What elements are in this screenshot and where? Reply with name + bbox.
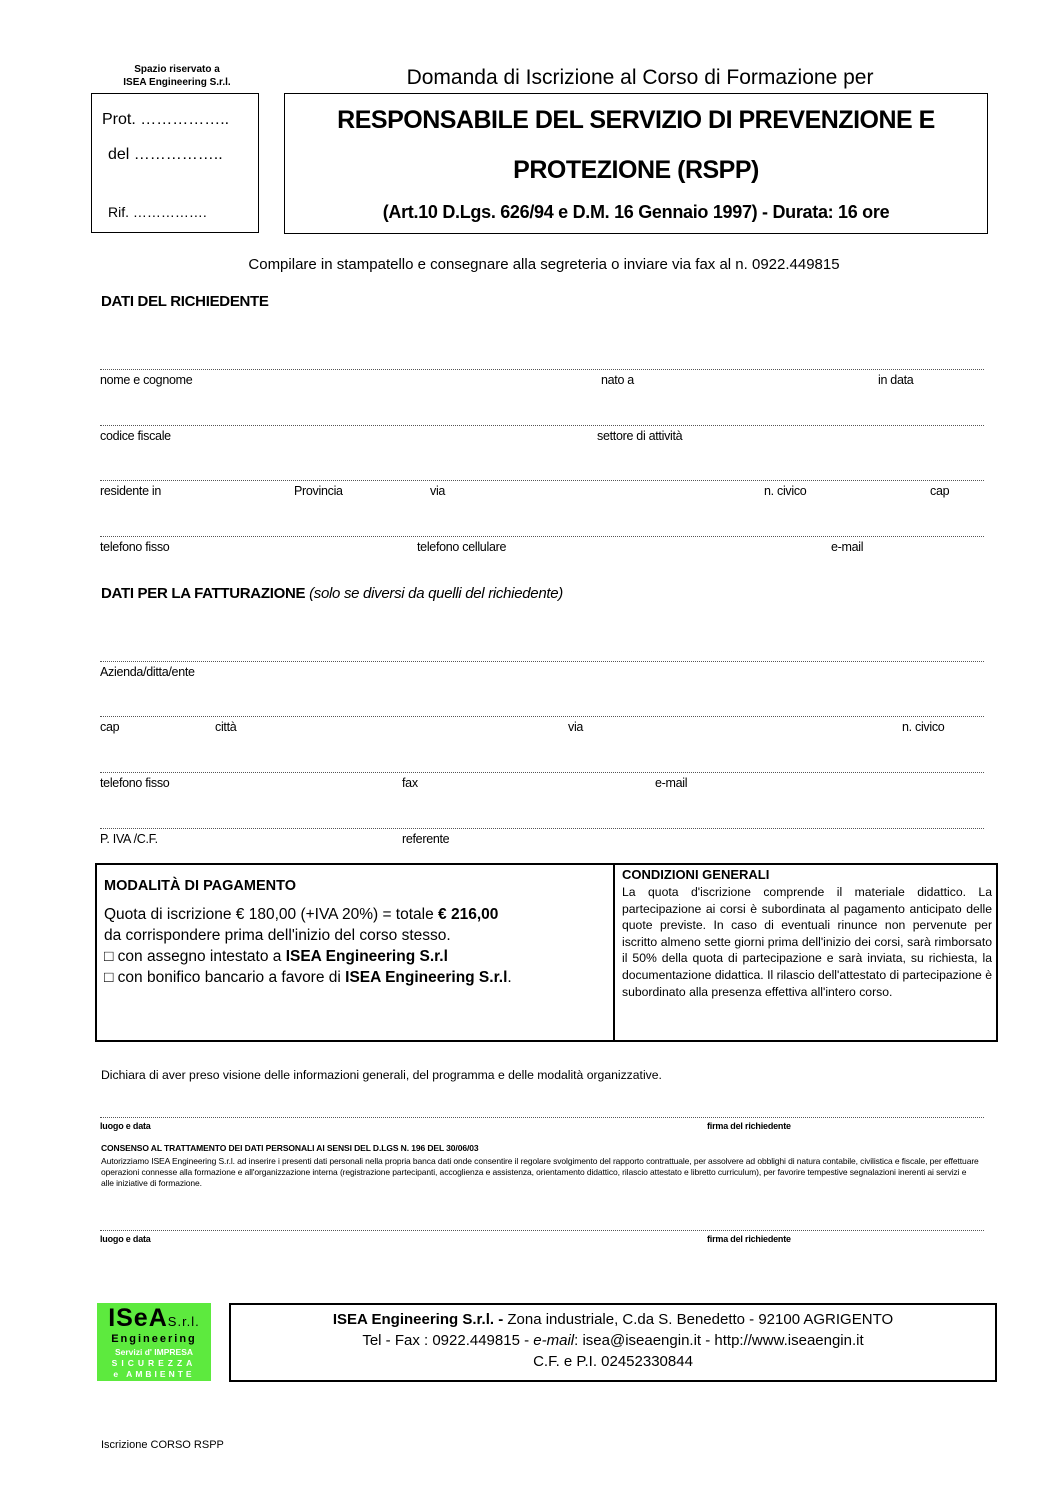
conditions-title: CONDIZIONI GENERALI [622,867,770,882]
payment-title: MODALITÀ DI PAGAMENTO [104,878,296,894]
label-billing-phone: telefono fisso [100,776,170,790]
label-city: città [215,720,237,734]
billing-title: DATI PER LA FATTURAZIONE [101,585,306,602]
label-cap: cap [930,484,950,498]
applicant-row-2[interactable] [100,425,984,448]
label-billing-street: via [568,720,584,734]
company-name: ISEA Engineering S.r.l. - [332,1311,504,1328]
label-signature-2: firma del richiedente [707,1234,791,1244]
company-address-text: Zona industriale, C.da S. Benedetto - 92100 AGRIGENTO [503,1311,894,1328]
title-subtitle: (Art.10 D.Lgs. 626/94 e D.M. 16 Gennaio 1997) - Durata: 16 ore [382,202,890,222]
label-name: nome e cognome [100,373,193,387]
label-residence: residente in [100,484,162,498]
payment-divider [613,865,615,1040]
billing-note: (solo se diversi da quelli del richiedente) [309,585,563,602]
payment-option-check-text: □ con assegno intestato a [104,948,286,965]
declaration: Dichiara di aver preso visione delle informazioni generali, del programma e delle modalità organizzative. [101,1068,662,1082]
company-tax-id: C.F. e P.I. 02452330844 [533,1353,693,1370]
label-signature: firma del richiedente [707,1121,791,1131]
label-billing-email: e-mail [655,776,688,790]
reserved-box [91,93,259,233]
payment-fee-text: Quota di iscrizione € 180,00 (+IVA 20%) = totale [104,906,439,923]
label-vat: P. IVA /C.F. [100,832,158,846]
payment-option-transfer-suffix: . [507,969,512,986]
company-info-box [229,1303,997,1382]
signature-row-1[interactable] [100,1117,984,1132]
label-billing-cap: cap [100,720,120,734]
payment-option-transfer-company: ISEA Engineering S.r.l [345,969,508,986]
payment-fee-total: € 216,00 [438,906,499,923]
logo-services: Servizi d' IMPRESA [114,1347,194,1357]
payment-conditions-box [95,863,998,1042]
reserved-caption-line1: Spazio riservato a [134,64,220,75]
consent-title: CONSENSO AL TRATTAMENTO DEI DATI PERSONALI AI SENSI DEL D.LGS N. 196 DEL 30/06/03 [101,1143,479,1153]
company-phone: Tel - Fax : 0922.449815 - [362,1332,534,1349]
applicant-row-4[interactable] [100,536,984,559]
company-email-web: : isea@iseaengin.it - http://www.iseaengin.it [574,1332,864,1349]
label-mobile: telefono cellulare [417,540,507,554]
payment-option-transfer-text: □ con bonifico bancario a favore di [104,969,346,986]
label-birthplace: nato a [601,373,634,387]
company-contacts [231,1332,995,1349]
label-street: via [430,484,446,498]
prot-field: Prot. …………….. [102,111,230,128]
payment-when: da corrispondere prima dell'inizio del corso stesso. [104,927,451,944]
label-company: Azienda/ditta/ente [100,665,195,679]
applicant-section-title: DATI DEL RICHIEDENTE [101,293,269,310]
label-civic-number: n. civico [764,484,807,498]
logo-brand-suffix: S.r.l. [167,1314,200,1329]
label-sector: settore di attività [597,429,683,443]
payment-option-check-company: ISEA Engineering S.r.l [285,948,448,965]
label-province: Provincia [294,484,343,498]
company-email-label: e-mail [533,1332,575,1349]
rif-field: Rif. ……………. [108,204,207,220]
applicant-row-3[interactable] [100,480,984,503]
billing-section-title [101,585,563,602]
title-box [284,93,988,234]
label-place-date-2: luogo e data [100,1234,151,1244]
consent-text: Autorizziamo ISEA Engineering S.r.l. ad inserire i presenti dati personali nella propria banca dati onde consentire il regolare svolgimento del rapporto contrattuale, per assolvere ad obblighi di natura contabile, civilistica e fiscale, per effettuare operazioni connesse alla formazione e all'organizzazione interna (registrazione partecipanti, accoglienza e assistenza, orientamento didattico, rilascio attestato e libretto curriculum), per favorire tempestive segnalazioni inerenti ai servizi e alle iniziative di formazione. [101,1156,979,1188]
document-footer: Iscrizione CORSO RSPP [101,1439,224,1451]
label-tax-code: codice fiscale [100,429,171,443]
del-field: del …………….. [108,146,223,163]
label-phone: telefono fisso [100,540,170,554]
payment-option-transfer[interactable] [104,969,512,987]
logo-engineering: Engineering [111,1333,197,1345]
payment-option-check[interactable] [104,948,448,966]
payment-fee [104,906,498,924]
label-place-date: luogo e data [100,1121,151,1131]
logo-brand-text: ISeA [108,1304,168,1332]
signature-row-2[interactable] [100,1230,984,1245]
title-line2: PROTEZIONE (RSPP) [513,156,759,184]
billing-row-4[interactable] [100,828,984,851]
logo-brand [97,1304,211,1333]
applicant-row-1[interactable] [100,369,984,392]
conditions-text: La quota d'iscrizione comprende il materiale didattico. La partecipazione ai corsi è subordinata al pagamento anticipato delle quote previste. In caso di eventuali rinunce non pervenute per iscritto almeno sette giorni prima dell'inizio dei corsi, sarà rimborsato il 50% della quota di partecipazione e sarà inviata, su richiesta, la documentazione didattica. Il rilascio dell'attestato di partecipazione è subordinato alla presenza effettiva all'intero corso. [622,885,992,999]
company-logo [97,1303,211,1381]
label-email: e-mail [831,540,864,554]
instructions: Compilare in stampatello e consegnare alla segreteria o inviare via fax al n. 0922.449815 [248,256,840,273]
reserved-caption [92,63,262,89]
billing-row-3[interactable] [100,772,984,795]
logo-environment: e AMBIENTE [113,1369,195,1379]
label-birthdate: in data [878,373,914,387]
title-line1: RESPONSABILE DEL SERVIZIO DI PREVENZIONE E [337,106,935,134]
label-billing-civic: n. civico [902,720,945,734]
reserved-caption-line2: ISEA Engineering S.r.l. [123,77,231,88]
logo-safety: SICUREZZA [111,1358,197,1368]
label-referent: referente [402,832,450,846]
label-fax: fax [402,776,418,790]
company-address [231,1311,995,1328]
billing-row-2[interactable] [100,716,984,739]
form-intro: Domanda di Iscrizione al Corso di Formazione per [406,66,874,89]
billing-row-1[interactable] [100,661,984,684]
